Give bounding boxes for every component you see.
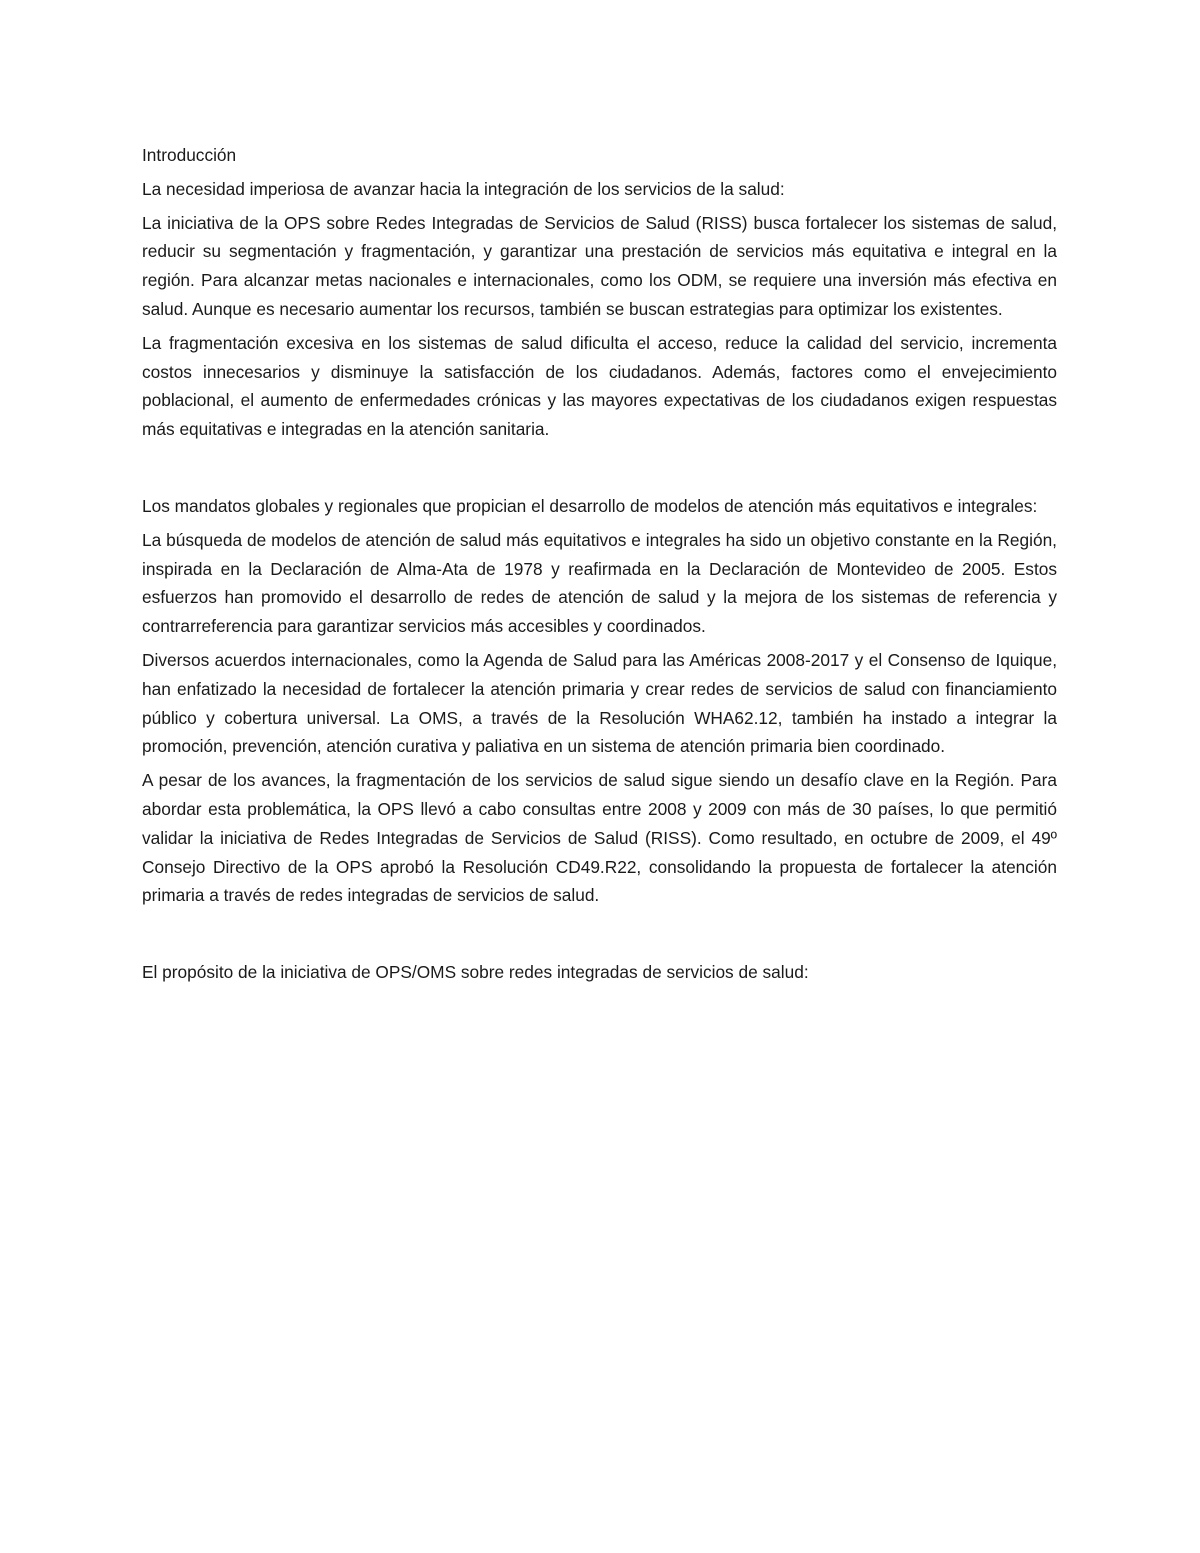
document-page bbox=[142, 141, 1057, 987]
section2-paragraph-1: La búsqueda de modelos de atención de salud más equitativos e integrales ha sido un objetivo constante en la Región, inspirada en la Declaración de Alma-Ata de 1978 y reafirmada en la Declaración de Montevideo de 2005. Estos esfuerzos han promovido el desarrollo de redes de atención de salud y la mejora de los sistemas de referencia y contrarreferencia para garantizar servicios más accesibles y coordinados. bbox=[142, 529, 1057, 637]
section1-paragraph-1: La iniciativa de la OPS sobre Redes Integradas de Servicios de Salud (RISS) busca fortalecer los sistemas de salud, reducir su segmentación y fragmentación, y garantizar una prestación de servicios más equitativa e integral en la región. Para alcanzar metas nacionales e internacionales, como los ODM, se requiere una inversión más efectiva en salud. Aunque es necesario aumentar los recursos, también se buscan estrategias para optimizar los existentes. bbox=[142, 212, 1057, 319]
section1-paragraph-2: La fragmentación excesiva en los sistemas de salud dificulta el acceso, reduce la calidad del servicio, incrementa costos innecesarios y disminuye la satisfacción de los ciudadanos. Además, factores como el envejecimiento poblacional, el aumento de enfermedades crónicas y las mayores expectativas de los ciudadanos exigen respuestas más equitativas e integradas en la atención sanitaria. bbox=[142, 332, 1057, 440]
section3-heading: El propósito de la iniciativa de OPS/OMS sobre redes integradas de servicios de salud: bbox=[142, 962, 809, 983]
section2-heading: Los mandatos globales y regionales que propician el desarrollo de modelos de atención más equitativos e integrales: bbox=[142, 495, 1038, 516]
section1-heading: La necesidad imperiosa de avanzar hacia la integración de los servicios de la salud: bbox=[142, 178, 785, 199]
section2-paragraph-2: Diversos acuerdos internacionales, como la Agenda de Salud para las Américas 2008-2017 y el Consenso de Iquique, han enfatizado la necesidad de fortalecer la atención primaria y crear redes de servicios de salud con financiamiento público y cobertura universal. La OMS, a través de la Resolución WHA62.12, también ha instado a integrar la promoción, prevención, atención curativa y paliativa en un sistema de atención primaria bien coordinado. bbox=[142, 649, 1057, 757]
document-title: Introducción bbox=[142, 145, 237, 165]
section2-paragraph-3: A pesar de los avances, la fragmentación de los servicios de salud sigue siendo un desafío clave en la Región. Para abordar esta problemática, la OPS llevó a cabo consultas entre 2008 y 2009 con más de 30 países, lo que permitió validar la iniciativa de Redes Integradas de Servicios de Salud (RISS). Como resultado, en octubre de 2009, el 49º Consejo Directivo de la OPS aprobó la Resolución CD49.R22, consolidando la propuesta de fortalecer la atención primaria a través de redes integradas de servicios de salud. bbox=[142, 770, 1057, 906]
